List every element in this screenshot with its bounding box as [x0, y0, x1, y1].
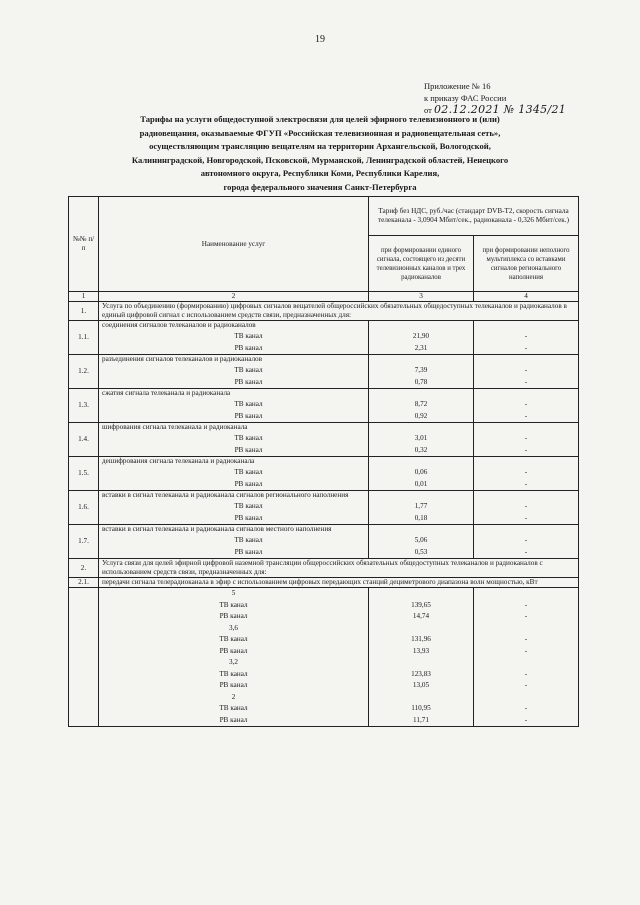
title-line: осуществляющим трансляцию вещателям на территории Архангельской, Вологодской,	[149, 141, 491, 151]
header-sub-partial: при формировании неполного мультиплекса со вставками сигналов регионального наполнения	[474, 236, 579, 292]
service-name: соединения сигналов телеканалов и радиоканалов	[102, 321, 256, 329]
tv-label: ТВ канал	[234, 400, 263, 408]
rv-label: РВ канал	[234, 344, 263, 352]
power-value: 3,2	[229, 658, 238, 666]
service-name: вставки в сигнал телеканала и радиоканала сигналов регионального наполнения	[102, 491, 349, 499]
tariff-unified-cell	[369, 423, 474, 457]
tv-label: ТВ канал	[219, 635, 248, 643]
row-number: 1.2.	[69, 355, 99, 389]
title-line: Тарифы на услуги общедоступной электросвязи для целей эфирного телевизионного и (или)	[140, 114, 500, 124]
header-tariff: Тариф без НДС, руб./час (стандарт DVB-T2, скорость сигнала телеканала - 3,0904 Мбит/сек., радиоканала - 0,326 Мбит/сек.)	[369, 197, 579, 236]
title-line: Калининградской, Новгородской, Псковской, Мурманской, Ленинградской областей, Ненецкого	[131, 154, 509, 165]
service-name: разъединения сигналов телеканалов и радиоканалов	[102, 355, 263, 363]
service-name-cell	[99, 423, 369, 457]
rv-label: РВ канал	[234, 480, 263, 488]
tv-value: 5,06	[414, 536, 428, 544]
title-line: радиовещания, оказываемые ФГУП «Российская телевизионная и радиовещательная сеть»,	[139, 127, 501, 138]
tv-value: 21,90	[412, 332, 430, 340]
tv-label: ТВ канал	[219, 704, 248, 712]
power-labels-cell	[99, 588, 369, 727]
tariff-partial-cell	[474, 423, 579, 457]
power-value: 2	[231, 692, 236, 701]
page-number: 19	[315, 34, 325, 45]
power-spacer	[372, 657, 470, 669]
tv-label: ТВ канал	[234, 434, 263, 442]
header-col-name: Наименование услуг	[99, 197, 369, 292]
appendix-line-1: Приложение № 16	[424, 81, 491, 91]
power-spacer	[477, 657, 575, 669]
tariff-partial-cell	[474, 491, 579, 525]
service-name-cell	[99, 355, 369, 389]
service-name: дешифрования сигнала телеканала и радиоканала	[102, 457, 255, 465]
section-1-row	[69, 302, 579, 321]
service-row	[69, 389, 579, 423]
tv-value: 0,06	[414, 468, 428, 476]
empty-num-cell	[69, 588, 99, 727]
title-line: города федерального значения Санкт-Петербурга	[223, 181, 417, 192]
row-text: передачи сигнала телерадиоканала в эфир с использованием цифровых передающих станций дециметрового диапазона волн мощностью, кВт	[99, 578, 579, 588]
service-name-cell	[99, 525, 369, 559]
row-2-1	[69, 578, 579, 588]
tv-label: ТВ канал	[219, 669, 248, 678]
row-number: 1.6.	[69, 491, 99, 525]
tv-dash: -	[524, 704, 528, 712]
tv-value: 8,72	[414, 400, 428, 408]
tv-dash: -	[524, 400, 528, 408]
rv-dash: -	[524, 378, 528, 386]
tariff-unified-cell	[369, 389, 474, 423]
tariff-unified-cell	[369, 355, 474, 389]
service-name: сжатия сигнала телеканала и радиоканала	[102, 389, 231, 397]
tv-value: 1,77	[414, 502, 428, 510]
tv-dash: -	[524, 669, 528, 678]
col-number: 3	[369, 292, 474, 302]
tariff-partial-cell	[474, 355, 579, 389]
tv-value: 139,65	[411, 600, 431, 609]
rv-dash: -	[524, 344, 528, 352]
appendix-block	[424, 80, 566, 116]
section-text: Услуга по объединению (формированию) цифровых сигналов вещателей общероссийских обязательных общедоступных телеканалов и радиоканалов в единый цифровой сигнал с использованием средств связи, предназначенных для:	[99, 302, 579, 321]
tv-dash: -	[524, 635, 528, 643]
power-spacer	[372, 588, 470, 600]
header-row	[69, 197, 579, 236]
tv-dash: -	[524, 536, 528, 544]
tariff-partial-cell	[474, 321, 579, 355]
column-numbers-row	[69, 292, 579, 302]
service-name-cell	[99, 389, 369, 423]
tv-dash: -	[524, 502, 528, 510]
col-number: 4	[474, 292, 579, 302]
section-text: Услуга связи для целей эфирной цифровой наземной трансляции общероссийских обязательных общедоступных телеканалов и радиоканалов с использованием средств связи, предназначенных для:	[99, 559, 579, 578]
tv-value: 131,96	[411, 635, 431, 643]
section-2-row	[69, 559, 579, 578]
rv-value: 0,18	[414, 514, 428, 522]
row-number: 1.4.	[69, 423, 99, 457]
tv-label: ТВ канал	[234, 366, 263, 374]
rv-value: 0,92	[414, 412, 428, 420]
power-unified-cell	[369, 588, 474, 727]
rv-value: 13,93	[412, 646, 430, 655]
tv-value: 7,39	[414, 366, 428, 374]
handwritten-date-number: 02.12.2021 № 1345/21	[433, 103, 567, 116]
rv-label: РВ канал	[219, 681, 248, 689]
tv-dash: -	[524, 468, 528, 476]
tariff-unified-cell	[369, 321, 474, 355]
tv-label: ТВ канал	[234, 332, 263, 340]
row-number: 1.5.	[69, 457, 99, 491]
tariff-table	[68, 196, 579, 727]
service-row	[69, 491, 579, 525]
row-number: 1.3.	[69, 389, 99, 423]
rv-dash: -	[524, 412, 528, 420]
row-number: 2.1.	[69, 578, 99, 588]
service-name: шифрования сигнала телеканала и радиоканала	[102, 423, 248, 431]
service-name-cell	[99, 457, 369, 491]
power-spacer	[477, 692, 575, 704]
tv-value: 110,95	[411, 704, 431, 712]
tv-dash: -	[524, 332, 528, 340]
header-col-num: №№ п/п	[69, 197, 99, 292]
rv-label: РВ канал	[219, 715, 248, 724]
rv-label: РВ канал	[219, 646, 248, 655]
power-groups-row	[69, 588, 579, 727]
row-number: 1.7.	[69, 525, 99, 559]
rv-dash: -	[524, 480, 528, 488]
rv-value: 0,53	[414, 548, 428, 556]
header-sub-unified: при формировании единого сигнала, состоящего из десяти телевизионных каналов и трех радиоканалов	[369, 236, 474, 292]
tv-dash: -	[524, 434, 528, 442]
tv-label: ТВ канал	[234, 468, 263, 476]
tv-value: 3,01	[414, 434, 428, 442]
power-spacer	[372, 623, 470, 635]
rv-dash: -	[524, 612, 528, 620]
title-line: автономного округа, Республики Коми, Республики Карелия,	[200, 168, 440, 178]
row-number: 1.1.	[69, 321, 99, 355]
col-number: 1	[69, 292, 99, 302]
rv-dash: -	[524, 446, 528, 454]
service-row	[69, 423, 579, 457]
section-num: 2.	[69, 559, 99, 578]
rv-dash: -	[524, 715, 528, 724]
service-row	[69, 457, 579, 491]
tv-label: ТВ канал	[234, 536, 263, 544]
rv-dash: -	[524, 514, 528, 522]
power-partial-cell	[474, 588, 579, 727]
power-spacer	[477, 623, 575, 635]
tariff-unified-cell	[369, 457, 474, 491]
power-value: 5	[231, 589, 236, 597]
tv-label: ТВ канал	[234, 502, 263, 510]
col-number: 2	[99, 292, 369, 302]
rv-value: 14,74	[412, 612, 430, 620]
power-spacer	[477, 588, 575, 600]
tv-label: ТВ канал	[219, 600, 248, 609]
rv-label: РВ канал	[234, 446, 263, 454]
rv-label: РВ канал	[234, 412, 263, 420]
rv-label: РВ канал	[234, 514, 263, 522]
section-num: 1.	[69, 302, 99, 321]
rv-dash: -	[524, 548, 528, 556]
tariff-partial-cell	[474, 389, 579, 423]
service-name-cell	[99, 321, 369, 355]
service-name-cell	[99, 491, 369, 525]
tv-value: 123,83	[411, 669, 431, 678]
appendix-line-2: к приказу ФАС России	[424, 93, 507, 103]
rv-value: 2,31	[414, 344, 428, 352]
rv-value: 0,32	[414, 446, 428, 454]
power-value: 3,6	[229, 623, 238, 632]
appendix-prefix: от	[424, 105, 432, 115]
rv-label: РВ канал	[234, 378, 263, 386]
service-name: вставки в сигнал телеканала и радиоканала сигналов местного наполнения	[102, 525, 332, 533]
tariff-partial-cell	[474, 525, 579, 559]
service-row	[69, 355, 579, 389]
rv-dash: -	[524, 646, 528, 655]
tv-dash: -	[524, 600, 528, 609]
tariff-unified-cell	[369, 491, 474, 525]
rv-value: 0,01	[414, 480, 428, 488]
document-title	[70, 113, 570, 194]
rv-value: 13,05	[412, 681, 430, 689]
rv-dash: -	[524, 681, 528, 689]
rv-label: РВ канал	[219, 612, 248, 620]
service-row	[69, 525, 579, 559]
tv-dash: -	[524, 366, 528, 374]
service-row	[69, 321, 579, 355]
rv-value: 11,71	[413, 715, 429, 724]
tariff-partial-cell	[474, 457, 579, 491]
power-spacer	[372, 692, 470, 704]
tariff-unified-cell	[369, 525, 474, 559]
rv-value: 0,78	[414, 378, 428, 386]
rv-label: РВ канал	[234, 548, 263, 556]
